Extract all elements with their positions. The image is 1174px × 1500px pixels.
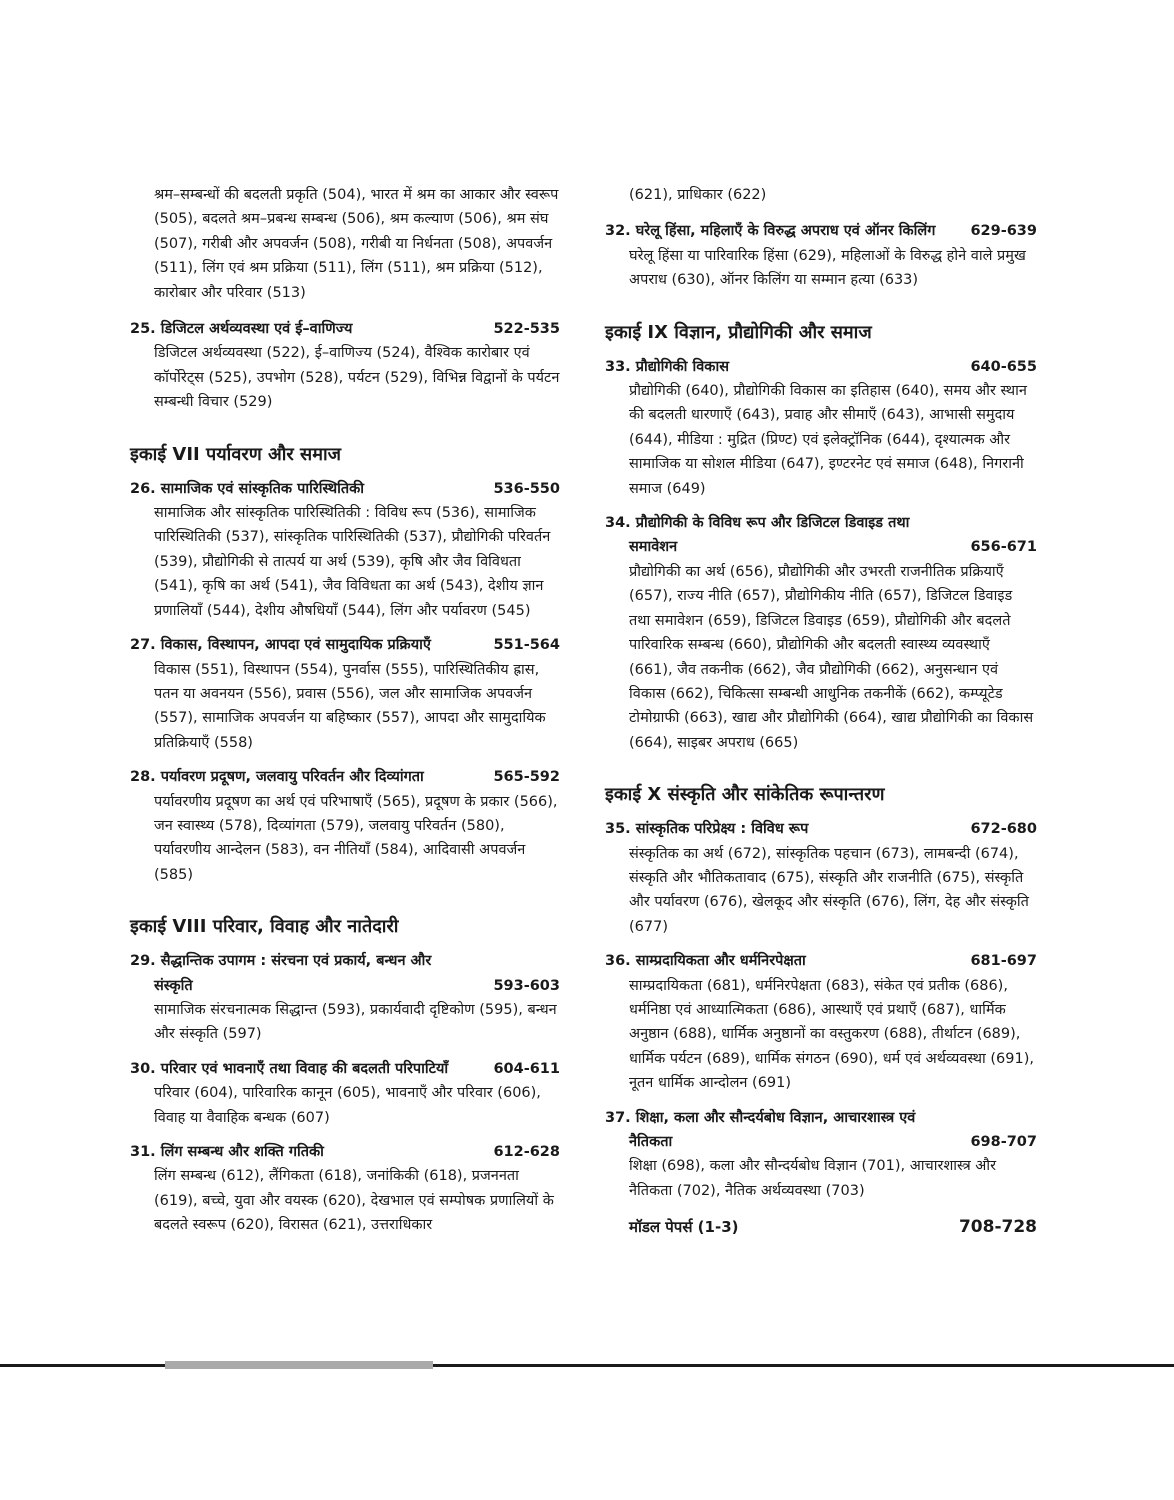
chapter-title — [130, 633, 560, 657]
chapter-title-text: 35. सांस्कृतिक परिप्रेक्ष्य : विविध रूप — [605, 821, 809, 838]
chapter-25 — [130, 317, 560, 415]
footer-rule-accent — [165, 1361, 433, 1369]
unit-heading-8: इकाई VIII परिवार, विवाह और नातेदारी — [130, 916, 399, 938]
unit-heading-9: इकाई IX विज्ञान, प्रौद्योगिकी और समाज — [605, 321, 872, 343]
chapter-title-text: 37. शिक्षा, कला और सौन्दर्यबोध विज्ञान, आचारशास्त्र एवं — [605, 1109, 916, 1126]
chapter-title-text: संस्कृति — [154, 977, 193, 994]
chapter-title-text: समावेशन — [629, 539, 678, 556]
chapter-title-text: 34. प्रौद्योगिकी के विविध रूप और डिजिटल डिवाइड तथा — [605, 515, 910, 532]
chapter-pages: 551-564 — [493, 637, 560, 654]
chapter-32 — [605, 219, 1037, 292]
chapter-topics: डिजिटल अर्थव्यवस्था (522), ई–वाणिज्य (524), वैश्विक कारोबार एवं कॉर्पोरेट्स (525), उपभोग (528), पर्यटन (529), विभिन्न विद्वानों के पर्यटन सम्बन्धी विचार (529) — [154, 345, 560, 411]
chapter-title-text: 28. पर्यावरण प्रदूषण, जलवायु परिवर्तन और दिव्यांगता — [130, 769, 424, 786]
model-papers-pages: 708-728 — [958, 1217, 1037, 1238]
chapter-title-line2 — [605, 535, 1037, 559]
chapter-pages: 612-628 — [493, 1144, 560, 1160]
chapter-title-text: 27. विकास, विस्थापन, आपदा एवं सामुदायिक प्रक्रियाएँ — [130, 637, 431, 654]
unit-heading-7: इकाई VII पर्यावरण और समाज — [130, 443, 341, 465]
toc-right-column — [605, 183, 1037, 1237]
chapter-27 — [130, 633, 560, 755]
chapter-pages: 604-611 — [493, 1060, 560, 1077]
chapter-topics: सामाजिक संरचनात्मक सिद्धान्त (593), प्रकार्यवादी दृष्टिकोण (595), बन्धन और संस्कृति (597) — [154, 1001, 557, 1043]
model-papers-entry — [605, 1217, 1037, 1237]
chapter-34 — [605, 511, 1037, 755]
chapter-topics: संस्कृतिक का अर्थ (672), सांस्कृतिक पहचान (673), लामबन्दी (674), संस्कृति और भौतिकतावाद (675), संस्कृति और राजनीति (675), संस्कृति और पर्यावरण (676), खेलकूद और संस्कृति (676), लिंग, देह और संस्कृति (677) — [629, 845, 1029, 935]
chapter-title — [130, 317, 560, 341]
toc-left-column — [130, 183, 560, 1248]
chapter-37 — [605, 1106, 1037, 1204]
chapter-title — [605, 511, 1037, 535]
chapter-title-text: 29. सैद्धान्तिक उपागम : संरचना एवं प्रकार्य, बन्धन और — [130, 953, 432, 970]
chapter-title — [605, 219, 1037, 243]
chapter-title — [130, 949, 560, 973]
chapter-title — [130, 1057, 560, 1081]
chapter-topics: लिंग सम्बन्ध (612), लैंगिकता (618), जनांकिकी (618), प्रजननता (619), बच्चे, युवा और वयस्क (620), देखभाल एवं सम्पोषक प्रणालियों के बदलते स्वरूप (620), विरासत (621), उत्तराधिकार — [154, 1168, 554, 1234]
chapter-title-text: नैतिकता — [629, 1134, 673, 1150]
chapter-title — [130, 477, 560, 501]
chapter-pages: 629-639 — [970, 223, 1037, 240]
chapter-30 — [130, 1057, 560, 1130]
chapter-topics: प्रौद्योगिकी (640), प्रौद्योगिकी विकास का इतिहास (640), समय और स्थान की बदलती धारणाएँ (643), प्रवाह और सीमाएँ (643), आभासी समुदाय (644), मीडिया : मुद्रित (प्रिण्ट) एवं इलेक्ट्रॉनिक (644), दृश्यात्मक और सामाजिक या सोशल मीडिया (647), इण्टरनेट एवं समाज (648), निगरानी समाज (649) — [629, 383, 1027, 497]
chapter-topics: विकास (551), विस्थापन (554), पुनर्वास (555), पारिस्थितिकीय ह्रास, पतन या अवनयन (556), प्रवास (556), जल और सामाजिक अपवर्जन (557), सामाजिक अपवर्जन या बहिष्कार (557), आपदा और सामुदायिक प्रतिक्रियाएँ (558) — [154, 661, 546, 751]
chapter-title-line2 — [605, 1130, 1037, 1154]
chapter-topics: सामाजिक और सांस्कृतिक पारिस्थितिकी : विविध रूप (536), सामाजिक पारिस्थितिकी (537), सांस्कृतिक पारिस्थितिकी (537), प्रौद्योगिकी परिवर्तन (539), प्रौद्योगिकी से तात्पर्य या अर्थ (539), कृषि और जैव विविधता (541), कृषि का अर्थ (541), जैव विविधता का अर्थ (543), देशीय ज्ञान प्रणालियाँ (544), देशीय औषधियाँ (544), लिंग और पर्यावरण (545) — [154, 505, 551, 619]
chapter-title-line2 — [130, 974, 560, 998]
chapter-title-text: 36. साम्प्रदायिकता और धर्मनिरपेक्षता — [605, 953, 806, 970]
chapter-title-text: 26. सामाजिक एवं सांस्कृतिक पारिस्थितिकी — [130, 480, 365, 497]
chapter-31 — [130, 1140, 560, 1238]
chapter-title-text: 32. घरेलू हिंसा, महिलाएँ के विरुद्ध अपराध एवं ऑनर किलिंग — [605, 223, 936, 240]
chapter-pages: 565-592 — [493, 769, 560, 786]
chapter-pages: 536-550 — [493, 480, 560, 497]
chapter-pages: 522-535 — [493, 321, 560, 338]
chapter-pages: 656-671 — [970, 539, 1037, 556]
chapter-35 — [605, 817, 1037, 939]
chapter-title — [605, 355, 1037, 379]
chapter-28 — [130, 765, 560, 887]
chapter-pages: 698-707 — [970, 1134, 1037, 1150]
chapter-title — [130, 765, 560, 789]
chapter-title-text: 33. प्रौद्योगिकी विकास — [605, 358, 730, 375]
chapter-pages: 640-655 — [970, 358, 1037, 375]
chapter-26 — [130, 477, 560, 623]
chapter-title-text: 30. परिवार एवं भावनाएँ तथा विवाह की बदलती परिपाटियाँ — [130, 1060, 449, 1077]
chapter-topics: शिक्षा (698), कला और सौन्दर्यबोध विज्ञान (701), आचारशास्त्र और नैतिकता (702), नैतिक अर्थव्यवस्था (703) — [629, 1158, 997, 1199]
chapter-title — [605, 949, 1037, 973]
chapter-29 — [130, 949, 560, 1047]
chapter-title-text: 25. डिजिटल अर्थव्यवस्था एवं ई–वाणिज्य — [130, 321, 353, 338]
model-papers-label: मॉडल पेपर्स (1-3) — [629, 1218, 739, 1237]
chapter-pages: 681-697 — [970, 953, 1037, 970]
chapter-title — [605, 817, 1037, 841]
continuation-text: (621), प्राधिकार (622) — [629, 187, 767, 203]
chapter-title-text: 31. लिंग सम्बन्ध और शक्ति गतिकी — [130, 1144, 324, 1160]
chapter-title — [130, 1140, 560, 1164]
chapter-36 — [605, 949, 1037, 1095]
chapter-topics: प्रौद्योगिकी का अर्थ (656), प्रौद्योगिकी और उभरती राजनीतिक प्रक्रियाएँ (657), राज्य नीति (657), प्रौद्योगिकीय नीति (657), डिजिटल डिवाइड तथा समावेशन (659), डिजिटल डिवाइड (659), प्रौद्योगिकी और बदलते पारिवारिक सम्बन्ध (660), प्रौद्योगिकी और बदलती स्वास्थ्य व्यवस्थाएँ (661), जैव तकनीक (662), जैव प्रौद्योगिकी (662), अनुसन्धान एवं विकास (662), चिकित्सा सम्बन्धी आधुनिक तकनीकें (662), कम्प्यूटेड टोमोग्राफी (663), खाद्य और प्रौद्योगिकी (664), खाद्य प्रौद्योगिकी का विकास (664), साइबर अपराध (665) — [629, 563, 1034, 751]
chapter-topics: घरेलू हिंसा या पारिवारिक हिंसा (629), महिलाओं के विरुद्ध होने वाले प्रमुख अपराध (630), ऑनर किलिंग या सम्मान हत्या (633) — [629, 247, 1026, 289]
chapter-title — [605, 1106, 1037, 1130]
chapter-topics: पर्यावरणीय प्रदूषण का अर्थ एवं परिभाषाएँ (565), प्रदूषण के प्रकार (566), जन स्वास्थ्य (578), दिव्यांगता (579), जलवायु परिवर्तन (580), पर्यावरणीय आन्देलन (583), वन नीतियाँ (584), आदिवासी अपवर्जन (585) — [154, 793, 558, 883]
continuation-text: श्रम–सम्बन्धों की बदलती प्रकृति (504), भारत में श्रम का आकार और स्वरूप (505), बदलते श्रम–प्रबन्ध सम्बन्ध (506), श्रम कल्याण (506), श्रम संघ (507), गरीबी और अपवर्जन (508), गरीबी या निर्धनता (508), अपवर्जन (511), लिंग एवं श्रम प्रक्रिया (511), लिंग (511), श्रम प्रक्रिया (512), कारोबार और परिवार (513) — [154, 187, 559, 301]
unit-heading-10: इकाई X संस्कृति और सांकेतिक रूपान्तरण — [605, 784, 885, 806]
chapter-topics: परिवार (604), पारिवारिक कानून (605), भावनाएँ और परिवार (606), विवाह या वैवाहिक बन्धक (607) — [154, 1085, 541, 1126]
chapter-pages: 672-680 — [970, 821, 1037, 838]
chapter-topics: साम्प्रदायिकता (681), धर्मनिरपेक्षता (683), संकेत एवं प्रतीक (686), धर्मनिष्ठा एवं आध्यात्मिकता (686), आस्थाएँ एवं प्रथाएँ (687), धार्मिक अनुष्ठान (688), धार्मिक अनुष्ठानों का वस्तुकरण (688), तीर्थाटन (689), धार्मिक पर्यटन (689), धार्मिक संगठन (690), धर्म एवं अर्थव्यवस्था (691), नूतन धार्मिक आन्दोलन (691) — [629, 977, 1035, 1092]
chapter-pages: 593-603 — [493, 977, 560, 994]
chapter-33 — [605, 355, 1037, 501]
